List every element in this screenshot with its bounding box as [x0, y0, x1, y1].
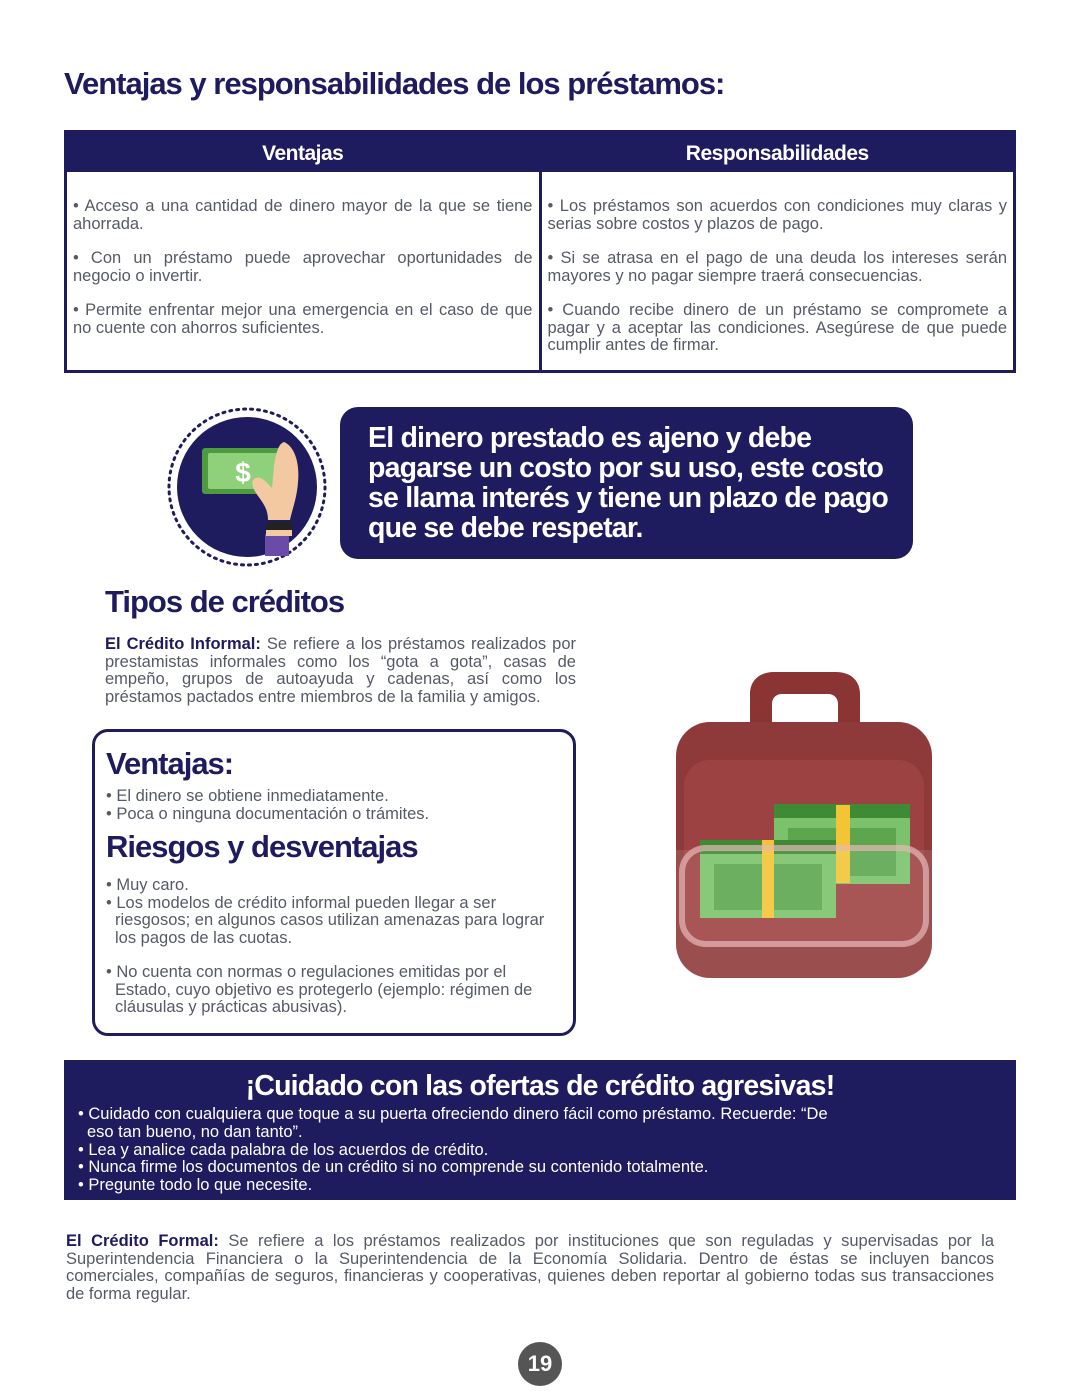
warning-banner — [64, 1060, 1016, 1200]
responsabilidades-item: • Si se atrasa en el pago de una deuda los intereses serán mayores y no pagar siempre traerá consecuencias. — [547, 249, 1007, 285]
list-item: • El dinero se obtiene inmediatamente. — [106, 787, 389, 805]
list-item: • Los modelos de crédito informal pueden llegar a ser riesgosos; en algunos casos utilizan amenazas para lograr los pagos de las cuotas. — [106, 893, 545, 947]
informal-credit-text: Se refiere a los préstamos realizados por prestamistas informales como los “gota a gota”, casas de empeño, grupos de autoayuda y cadenas, así como los préstamos pactados entre miembros de la familia y amigos. — [105, 635, 576, 706]
informal-credit-lead: El Crédito Informal: — [105, 635, 261, 653]
list-item: • Nunca firme los documentos de un crédito si no comprende su contenido totalmente. — [78, 1158, 709, 1177]
ventajas-box-title: Ventajas: — [106, 746, 234, 781]
ventajas-header: Ventajas — [67, 133, 539, 172]
tipos-creditos-title: Tipos de créditos — [105, 584, 345, 619]
informal-credit-paragraph — [105, 636, 576, 706]
list-item: • No cuenta con normas o regulaciones emitidas por el Estado, cuyo objetivo es protegerlo (ejemplo: régimen de cláusulas y prácticas abusivas). — [106, 963, 533, 1016]
informal-credit-box — [92, 729, 576, 1036]
ventajas-item: • Acceso a una cantidad de dinero mayor de la que se tiene ahorrada. — [73, 197, 533, 233]
list-item: • Cuidado con cualquiera que toque a su puerta ofreciendo dinero fácil como préstamo. Recuerde: “De eso tan bueno, no dan tanto”. — [78, 1105, 828, 1141]
riesgos-title: Riesgos y desventajas — [106, 829, 418, 864]
list-item: • Pregunte todo lo que necesite. — [78, 1176, 313, 1195]
formal-credit-lead: El Crédito Formal: — [66, 1232, 219, 1250]
responsabilidades-item: • Los préstamos son acuerdos con condiciones muy claras y serias sobre costos y plazos de pago. — [547, 197, 1007, 233]
list-item: • Muy caro. — [106, 876, 189, 894]
responsabilidades-header: Responsabilidades — [542, 133, 1014, 172]
warning-banner-title: ¡Cuidado con las ofertas de crédito agresivas! — [245, 1070, 835, 1102]
briefcase-money-icon — [676, 672, 932, 978]
list-item: • Poca o ninguna documentación o trámites. — [106, 804, 430, 823]
page-title: Ventajas y responsabilidades de los préstamos: — [64, 66, 725, 101]
ventajas-column — [67, 133, 539, 370]
list-item: • Lea y analice cada palabra de los acuerdos de crédito. — [78, 1140, 489, 1159]
page-number: 19 — [518, 1342, 562, 1386]
responsabilidades-item: • Cuando recibe dinero de un préstamo se compromete a pagar y a aceptar las condiciones. Asegúrese de que puede cumplir antes de firmar. — [547, 301, 1007, 354]
hand-holding-money-icon — [166, 406, 328, 568]
responsabilidades-column — [539, 133, 1014, 370]
advantages-responsibilities-table — [64, 130, 1016, 373]
ventajas-item: • Permite enfrentar mejor una emergencia en el caso de que no cuente con ahorros suficientes. — [73, 301, 533, 337]
formal-credit-paragraph — [66, 1233, 994, 1303]
ventajas-item: • Con un préstamo puede aprovechar oportunidades de negocio o invertir. — [73, 249, 533, 285]
interest-callout: El dinero prestado es ajeno y debe pagarse un costo por su uso, este costo se llama interés y tiene un plazo de pago que se debe respetar. — [340, 407, 913, 559]
formal-credit-text: Se refiere a los préstamos realizados por instituciones que son reguladas y supervisadas por la Superintendencia Financiera o la Superintendencia de la Economía Solidaria. Dentro de éstas se incluyen bancos comerciales, compañías de seguros, financieras y cooperativas, quienes deben reportar al gobierno todas sus transacciones de forma regular. — [66, 1232, 994, 1303]
dollar-sign: $ — [235, 457, 251, 488]
